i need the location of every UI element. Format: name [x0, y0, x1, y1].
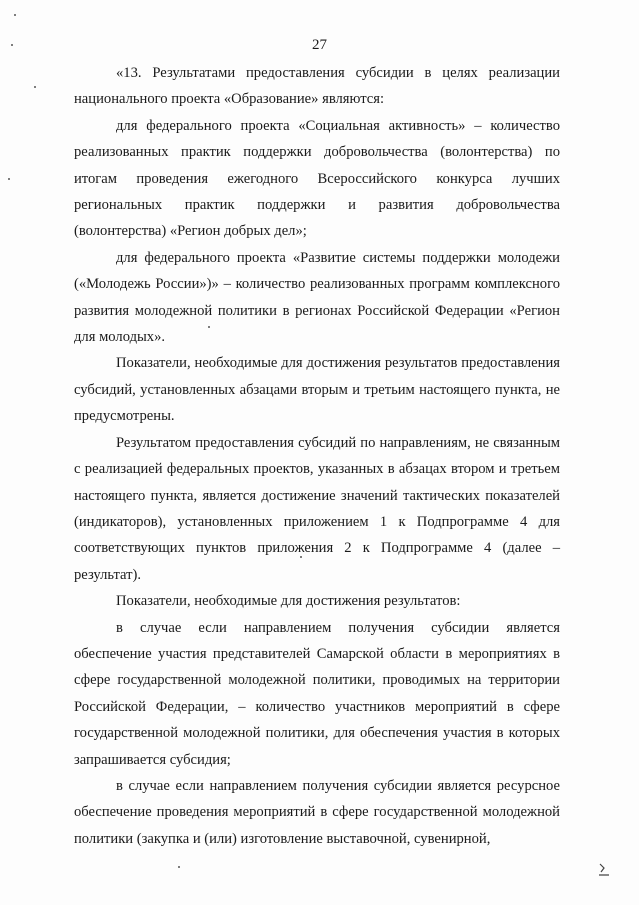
paragraph: для федерального проекта «Социальная активность» – количество реализованных практик поддержки добровольчества (волонтерства) по итогам проведения ежегодного Всероссийского конкурса лучших региональных практик поддержки и развития добровольчества (волонтерства) «Регион добрых дел»; [74, 117, 560, 240]
scan-speck [14, 14, 16, 16]
paragraph: «13. Результатами предоставления субсидии в целях реализации национального проекта «Образование» являются: [74, 65, 560, 108]
paragraph: в случае если направлением получения субсидии является обеспечение участия представителей Самарской области в мероприятиях в сфере государственной молодежной политики, проводимых на территории Российской Федерации, – количество участников мероприятий в сфере государственной молодежной политики, для обеспечения участия в которых запрашивается субсидия; [74, 619, 560, 768]
scan-speck [34, 86, 36, 88]
handwritten-mark-icon [597, 862, 611, 883]
document-body [74, 60, 560, 852]
page-number: 27 [312, 37, 327, 53]
paragraph: Результатом предоставления субсидий по направлениям, не связанным с реализацией федеральных проектов, указанных в абзацах втором и третьем настоящего пункта, является достижение значений тактических показателей (индикаторов), установленных приложением 1 к Подпрограмме 4 для соответствующих пунктов приложения 2 к Подпрограмме 4 (далее – результат). [74, 434, 560, 583]
scan-speck [178, 866, 180, 868]
paragraph: Показатели, необходимые для достижения результатов предоставления субсидий, установленных абзацами вторым и третьим настоящего пункта, не предусмотрены. [74, 355, 560, 425]
paragraph: в случае если направлением получения субсидии является ресурсное обеспечение проведения мероприятий в сфере государственной молодежной политики (закупка и (или) изготовление выставочной, сувенирной, [74, 777, 560, 847]
scan-speck [8, 178, 10, 180]
paragraph: Показатели, необходимые для достижения результатов: [116, 593, 461, 610]
paragraph: для федерального проекта «Развитие системы поддержки молодежи («Молодежь России»)» – количество реализованных программ комплексного развития молодежной политики в регионах Российской Федерации «Регион для молодых». [74, 249, 560, 346]
